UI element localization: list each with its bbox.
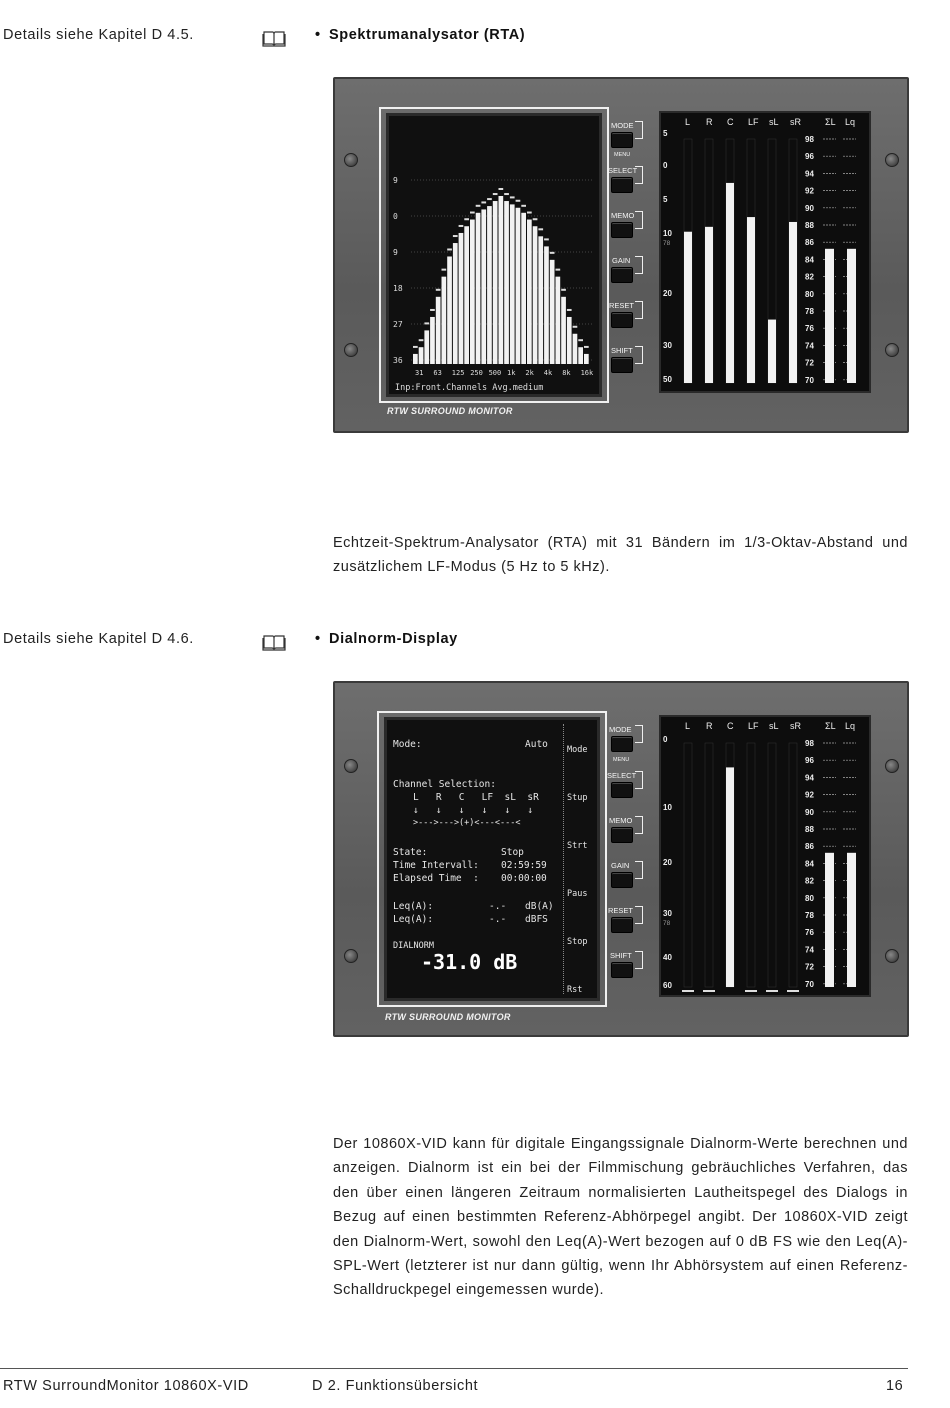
meter-right-scale-label: 92 bbox=[805, 186, 814, 196]
rta-peak-hold bbox=[442, 269, 447, 271]
mode-label: Mode: bbox=[393, 739, 422, 750]
section-heading: • Spektrumanalysator (RTA) bbox=[315, 27, 526, 43]
meter-bar bbox=[684, 232, 692, 383]
meter-zero-mark bbox=[745, 990, 757, 992]
meter-right-scale-label: 86 bbox=[805, 842, 814, 852]
rta-peak-hold bbox=[538, 228, 543, 230]
meter-right-scale-label: 70 bbox=[805, 979, 814, 989]
rta-screen bbox=[386, 113, 602, 397]
button-bracket bbox=[635, 906, 643, 924]
rta-band-bar bbox=[516, 208, 521, 364]
interval-value: 02:59:59 bbox=[501, 860, 547, 871]
brand-logo: RTW SURROUND MONITOR bbox=[385, 1012, 511, 1022]
book-icon bbox=[262, 633, 286, 651]
rta-band-bar bbox=[521, 213, 526, 364]
page-number: 16 bbox=[886, 1378, 904, 1394]
mode-button[interactable] bbox=[611, 132, 633, 148]
rta-peak-hold bbox=[510, 196, 515, 198]
meter-track bbox=[789, 743, 797, 987]
rta-peak-hold bbox=[516, 200, 521, 202]
elapsed-value: 00:00:00 bbox=[501, 873, 547, 884]
mode-button-label: MODE bbox=[611, 121, 634, 130]
rta-frequency-label: 250 bbox=[470, 369, 483, 377]
screw-icon bbox=[885, 949, 899, 963]
rta-band-bar bbox=[504, 201, 509, 364]
meter-bar bbox=[726, 183, 734, 383]
screw-icon bbox=[344, 153, 358, 167]
meter-right-scale-label: 80 bbox=[805, 893, 814, 903]
select-button[interactable] bbox=[611, 782, 633, 798]
meter-track bbox=[684, 743, 692, 987]
rta-band-bar bbox=[413, 354, 418, 364]
button-bracket bbox=[635, 771, 643, 789]
meter-right-scale-label: 88 bbox=[805, 221, 814, 230]
meter-zero-mark bbox=[766, 990, 778, 992]
screw-icon bbox=[344, 343, 358, 357]
section-heading: • Dialnorm-Display bbox=[315, 631, 458, 647]
footer-rule bbox=[0, 1368, 908, 1369]
meter-right-scale-label: 90 bbox=[805, 807, 814, 817]
meter-right-scale-label: 70 bbox=[805, 375, 814, 385]
rta-band-bar bbox=[459, 233, 464, 364]
shift-button-label: SHIFT bbox=[611, 346, 633, 355]
meter-channel-label: C bbox=[727, 721, 734, 731]
meter-right-scale-label: 98 bbox=[805, 135, 814, 144]
menu-label: MENU bbox=[614, 152, 631, 158]
state-label: State: bbox=[393, 847, 428, 858]
rta-band-bar bbox=[436, 297, 441, 364]
meter-left-scale-label: 30 bbox=[663, 341, 672, 350]
rta-scale-label: 27 bbox=[393, 320, 403, 329]
rta-peak-hold bbox=[476, 205, 481, 207]
button-bracket bbox=[635, 816, 643, 834]
interval-label: Time Intervall: bbox=[393, 860, 479, 871]
reset-button-label: RESET bbox=[608, 906, 634, 915]
rta-peak-hold bbox=[464, 218, 469, 220]
rta-peak-hold bbox=[544, 238, 549, 240]
device-panel-rta bbox=[333, 77, 909, 433]
meter-track bbox=[747, 743, 755, 987]
meter-left-scale-label: 10 bbox=[663, 803, 672, 812]
rta-peak-hold bbox=[573, 326, 578, 328]
meter-left-scale-label: 30 bbox=[663, 909, 672, 918]
meter-right-scale-label: 72 bbox=[805, 358, 814, 368]
rta-peak-hold bbox=[487, 198, 492, 200]
button-bracket bbox=[635, 725, 643, 743]
rta-band-bar bbox=[538, 236, 543, 364]
rta-peak-hold bbox=[556, 269, 561, 271]
select-button-label: SELECT bbox=[608, 166, 638, 175]
meter-channel-label: C bbox=[727, 117, 734, 127]
meter-right-scale-label: 94 bbox=[805, 169, 814, 179]
meter-right-scale-label: 78 bbox=[805, 911, 814, 920]
meter-track bbox=[768, 743, 776, 987]
rta-frequency-label: 8k bbox=[562, 369, 571, 377]
button-bracket bbox=[635, 256, 643, 274]
rta-band-bar bbox=[453, 243, 458, 364]
rta-band-bar bbox=[499, 196, 504, 364]
level-meter-display bbox=[659, 715, 871, 997]
button-bracket bbox=[635, 121, 643, 139]
softkey-label: Paus bbox=[567, 889, 588, 899]
device-panel-dialnorm bbox=[333, 681, 909, 1037]
meter-right-scale-label: 98 bbox=[805, 739, 814, 748]
meter-track bbox=[705, 743, 713, 987]
channel-names: L R C LF sL sR bbox=[413, 792, 539, 803]
meter-right-scale-label: 76 bbox=[805, 928, 814, 938]
meter-reference-mark: 78 bbox=[663, 240, 671, 247]
meter-bar bbox=[705, 227, 713, 383]
rta-status-line: Inp:Front.Channels Avg.medium bbox=[395, 383, 544, 393]
meter-right-scale-label: 92 bbox=[805, 790, 814, 800]
rta-peak-hold bbox=[527, 212, 532, 214]
meter-sum-label: Lq bbox=[845, 721, 856, 731]
meter-left-scale-label: 0 bbox=[663, 161, 668, 170]
rta-peak-hold bbox=[436, 289, 441, 291]
meter-right-scale-label: 82 bbox=[805, 272, 814, 282]
meter-channel-label: LF bbox=[748, 117, 759, 127]
button-bracket bbox=[635, 346, 643, 364]
rta-peak-hold bbox=[459, 225, 464, 227]
dialnorm-screen bbox=[384, 717, 600, 1001]
channel-arrows: ↓ ↓ ↓ ↓ ↓ ↓ bbox=[413, 805, 534, 816]
meter-channel-label: R bbox=[706, 117, 713, 127]
rta-peak-hold bbox=[550, 252, 555, 254]
button-bracket bbox=[635, 166, 643, 184]
section-description: Der 10860X-VID kann für digitale Eingangssignale Dialnorm-Werte berechnen und anzeigen. Dialnorm ist ein bei der Filmmischung gebräuchliches Verfahren, das den über einen längeren Zeitraum normalisierten Lautheitspegel des Dialogs in Bezug auf einen bestimmten Referenz-Abhörpegel angibt. Der 10860X-VID zeigt den Dialnorm-Wert, sowohl den Leq(A)-Wert bezogen auf 0 dB FS wie den Leq(A)-SPL-Wert (letzterer ist nur dann gültig, wenn Ihr Abhörsystem auf einen Referenz-Schalldruckpegel eingemessen wurde). bbox=[333, 1136, 908, 1299]
meter-channel-label: LF bbox=[748, 721, 759, 731]
dialnorm-value: -31.0 dB bbox=[421, 950, 518, 974]
rta-band-bar bbox=[544, 246, 549, 364]
rta-band-bar bbox=[493, 201, 498, 364]
rta-peak-hold bbox=[567, 309, 572, 311]
rta-frequency-label: 1k bbox=[507, 369, 516, 377]
rta-peak-hold bbox=[584, 346, 589, 348]
meter-right-scale-label: 80 bbox=[805, 289, 814, 299]
meter-right-scale-label: 82 bbox=[805, 876, 814, 886]
meter-left-scale-label: 40 bbox=[663, 953, 672, 962]
rta-frequency-label: 16k bbox=[580, 369, 594, 377]
rta-peak-hold bbox=[447, 248, 452, 250]
rta-frequency-label: 31 bbox=[415, 369, 424, 377]
reset-button[interactable] bbox=[611, 312, 633, 328]
book-icon bbox=[262, 29, 286, 47]
rta-peak-hold bbox=[504, 193, 509, 195]
state-value: Stop bbox=[501, 847, 524, 858]
rta-band-bar bbox=[556, 277, 561, 364]
screw-icon bbox=[885, 153, 899, 167]
meter-left-scale-label: 20 bbox=[663, 858, 672, 867]
rta-peak-hold bbox=[578, 339, 583, 341]
rta-peak-hold bbox=[521, 205, 526, 207]
meter-right-scale-label: 84 bbox=[805, 255, 814, 265]
rta-band-bar bbox=[533, 226, 538, 364]
leq-value: -.- bbox=[489, 914, 507, 925]
meter-sum-label: Lq bbox=[845, 117, 856, 127]
footer-chapter: D 2. Funktionsübersicht bbox=[312, 1378, 479, 1394]
rta-peak-hold bbox=[533, 218, 538, 220]
dialnorm-label: DIALNORM bbox=[393, 941, 434, 951]
meter-right-scale-label: 94 bbox=[805, 773, 814, 783]
rta-scale-label: 9 bbox=[393, 176, 398, 185]
rta-frequency-label: 125 bbox=[451, 369, 465, 377]
meter-sum-bar bbox=[825, 249, 834, 383]
meter-sum-bar bbox=[847, 853, 856, 987]
gain-button[interactable] bbox=[611, 267, 633, 283]
level-meter-bars bbox=[661, 717, 869, 995]
rta-peak-hold bbox=[493, 193, 498, 195]
meter-reference-mark: 78 bbox=[663, 920, 671, 927]
meter-channel-label: sR bbox=[790, 117, 801, 127]
screw-icon bbox=[885, 759, 899, 773]
chapter-reference: Details siehe Kapitel D 4.6. bbox=[3, 631, 194, 647]
rta-band-bar bbox=[419, 347, 424, 364]
rta-band-bar bbox=[470, 220, 475, 364]
leq-label: Leq(A): bbox=[393, 914, 434, 925]
meter-left-scale-label: 10 bbox=[663, 229, 672, 238]
meter-sum-label: ΣL bbox=[825, 117, 836, 127]
meter-sum-bar bbox=[847, 249, 856, 383]
softkey-label: Stup bbox=[567, 793, 588, 803]
meter-right-scale-label: 96 bbox=[805, 152, 814, 162]
rta-band-bar bbox=[487, 206, 492, 364]
select-button-label: SELECT bbox=[607, 771, 637, 780]
rta-frequency-label: 4k bbox=[543, 369, 553, 377]
rta-band-bar bbox=[527, 220, 532, 364]
meter-right-scale-label: 72 bbox=[805, 962, 814, 972]
meter-bar bbox=[747, 217, 755, 383]
leq-unit: dB(A) bbox=[525, 901, 554, 912]
softkey-label: Strt bbox=[567, 841, 588, 851]
rta-frequency-label: 500 bbox=[488, 369, 502, 377]
rta-scale-label: 9 bbox=[393, 248, 398, 257]
rta-band-bar bbox=[430, 317, 435, 364]
meter-channel-label: L bbox=[685, 117, 691, 127]
meter-bar bbox=[768, 320, 776, 383]
rta-peak-hold bbox=[430, 309, 435, 311]
screw-icon bbox=[885, 343, 899, 357]
gain-button-label: GAIN bbox=[612, 256, 631, 265]
meter-right-scale-label: 90 bbox=[805, 203, 814, 213]
meter-right-scale-label: 78 bbox=[805, 307, 814, 316]
meter-left-scale-label: 5 bbox=[663, 129, 668, 138]
shift-button-label: SHIFT bbox=[610, 951, 632, 960]
meter-channel-label: L bbox=[685, 721, 691, 731]
softkey-divider bbox=[563, 724, 564, 994]
rta-band-bar bbox=[447, 256, 452, 364]
meter-left-scale-label: 5 bbox=[663, 195, 668, 204]
softkey-label: Stop bbox=[567, 937, 588, 947]
channel-selection-label: Channel Selection: bbox=[393, 779, 496, 790]
rta-band-bar bbox=[578, 347, 583, 364]
rta-peak-hold bbox=[413, 346, 418, 348]
rta-band-bar bbox=[573, 334, 578, 364]
meter-right-scale-label: 84 bbox=[805, 859, 814, 869]
rta-peak-hold bbox=[419, 339, 424, 341]
memo-button-label: MEMO bbox=[611, 211, 635, 220]
level-meter-display bbox=[659, 111, 871, 393]
memo-button[interactable] bbox=[611, 827, 633, 843]
rta-peak-hold bbox=[453, 235, 458, 237]
rta-peak-hold bbox=[481, 201, 486, 203]
rta-band-bar bbox=[481, 209, 486, 364]
mode-button-label: MODE bbox=[609, 725, 632, 734]
meter-bar bbox=[726, 767, 734, 987]
rta-band-bar bbox=[476, 213, 481, 364]
meter-zero-mark bbox=[787, 990, 799, 992]
rta-band-bar bbox=[584, 354, 589, 364]
rta-band-bar bbox=[550, 260, 555, 364]
meter-left-scale-label: 50 bbox=[663, 375, 672, 384]
meter-right-scale-label: 74 bbox=[805, 945, 814, 955]
meter-left-scale-label: 60 bbox=[663, 981, 672, 990]
softkey-label: Mode bbox=[567, 745, 588, 755]
meter-right-scale-label: 74 bbox=[805, 341, 814, 351]
gain-button[interactable] bbox=[611, 872, 633, 888]
leq-label: Leq(A): bbox=[393, 901, 434, 912]
mode-button[interactable] bbox=[611, 736, 633, 752]
level-meter-bars bbox=[661, 113, 869, 391]
meter-right-scale-label: 96 bbox=[805, 756, 814, 766]
meter-right-scale-label: 76 bbox=[805, 324, 814, 334]
shift-button[interactable] bbox=[611, 962, 633, 978]
meter-bar bbox=[789, 222, 797, 383]
memo-button[interactable] bbox=[611, 222, 633, 238]
gain-button-label: GAIN bbox=[611, 861, 630, 870]
chapter-reference: Details siehe Kapitel D 4.5. bbox=[3, 27, 194, 43]
reset-button-label: RESET bbox=[609, 301, 635, 310]
meter-left-scale-label: 20 bbox=[663, 289, 672, 298]
rta-peak-hold bbox=[470, 212, 475, 214]
rta-frequency-label: 2k bbox=[525, 369, 534, 377]
mode-value: Auto bbox=[525, 739, 548, 750]
elapsed-label: Elapsed Time : bbox=[393, 873, 479, 884]
meter-sum-label: ΣL bbox=[825, 721, 836, 731]
meter-left-scale-label: 0 bbox=[663, 735, 668, 744]
rta-band-bar bbox=[567, 317, 572, 364]
rta-peak-hold bbox=[499, 188, 504, 190]
meter-right-scale-label: 88 bbox=[805, 825, 814, 834]
meter-zero-mark bbox=[682, 990, 694, 992]
rta-band-bar bbox=[510, 204, 515, 364]
meter-sum-bar bbox=[825, 853, 834, 987]
leq-value: -.- bbox=[489, 901, 507, 912]
rta-scale-label: 36 bbox=[393, 356, 403, 365]
meter-right-scale-label: 86 bbox=[805, 238, 814, 248]
meter-channel-label: sR bbox=[790, 721, 801, 731]
rta-band-bar bbox=[424, 330, 429, 364]
rta-band-bar bbox=[464, 226, 469, 364]
screw-icon bbox=[344, 949, 358, 963]
shift-button[interactable] bbox=[611, 357, 633, 373]
select-button[interactable] bbox=[611, 177, 633, 193]
button-bracket bbox=[635, 301, 643, 319]
rta-frequency-label: 63 bbox=[433, 369, 442, 377]
softkey-label: Rst bbox=[567, 985, 583, 995]
rta-band-bar bbox=[442, 277, 447, 364]
brand-logo: RTW SURROUND MONITOR bbox=[387, 406, 513, 416]
rta-scale-label: 18 bbox=[393, 284, 403, 293]
menu-label: MENU bbox=[613, 757, 630, 763]
rta-scale-label: 0 bbox=[393, 212, 398, 221]
section-description: Echtzeit-Spektrum-Analysator (RTA) mit 31 Bändern im 1/3-Oktav-Abstand und zusätzlichem LF-Modus (5 Hz to 5 kHz). bbox=[333, 535, 908, 576]
button-bracket bbox=[635, 211, 643, 229]
meter-channel-label: R bbox=[706, 721, 713, 731]
screw-icon bbox=[344, 759, 358, 773]
meter-channel-label: sL bbox=[769, 117, 779, 127]
button-bracket bbox=[635, 951, 643, 969]
rta-band-bar bbox=[561, 297, 566, 364]
meter-zero-mark bbox=[703, 990, 715, 992]
meter-channel-label: sL bbox=[769, 721, 779, 731]
reset-button[interactable] bbox=[611, 917, 633, 933]
button-bracket bbox=[635, 861, 643, 879]
leq-unit: dBFS bbox=[525, 914, 548, 925]
memo-button-label: MEMO bbox=[609, 816, 633, 825]
rta-peak-hold bbox=[561, 289, 566, 291]
rta-peak-hold bbox=[424, 322, 429, 324]
channel-routing: >--->--->(+)<---<---< bbox=[413, 818, 521, 828]
footer-product: RTW SurroundMonitor 10860X-VID bbox=[3, 1378, 249, 1394]
rta-spectrum-display bbox=[389, 116, 599, 394]
